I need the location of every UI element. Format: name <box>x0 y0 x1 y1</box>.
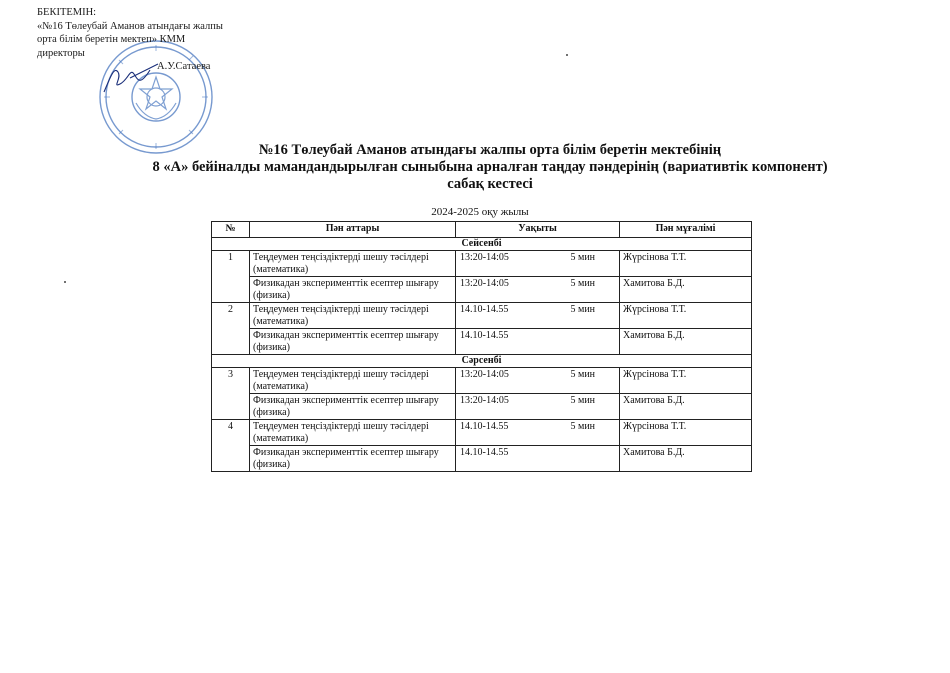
teacher-cell: Жүрсінова Т.Т. <box>620 303 752 329</box>
time-cell: 13:20-14:05 <box>456 394 567 420</box>
scan-speck <box>64 281 66 283</box>
duration-cell: 5 мин <box>567 277 620 303</box>
title-line-3: сабақ кестесі <box>447 176 533 192</box>
subject-cell: Физикадан эксперименттік есептер шығару (физика) <box>250 446 456 472</box>
duration-cell: 5 мин <box>567 420 620 446</box>
scan-speck <box>566 54 568 56</box>
day-row <box>212 238 752 251</box>
subject-cell: Теңдеумен теңсіздіктерді шешу тәсілдері (математика) <box>250 303 456 329</box>
director-name: А.У.Сатаева <box>157 61 211 72</box>
time-cell: 14.10-14.55 <box>456 329 567 355</box>
duration-cell: 5 мин <box>567 303 620 329</box>
time-cell: 13:20-14:05 <box>456 368 567 394</box>
table-row <box>212 277 752 303</box>
approval-heading: БЕКІТЕМІН: <box>37 7 97 18</box>
teacher-cell: Хамитова Б.Д. <box>620 446 752 472</box>
duration-cell: 5 мин <box>567 251 620 277</box>
lesson-number: 1 <box>212 251 250 303</box>
document-title <box>80 142 900 193</box>
time-cell: 14.10-14.55 <box>456 420 567 446</box>
academic-year: 2024-2025 оқу жылы <box>431 206 529 218</box>
table-row <box>212 251 752 277</box>
subject-cell: Физикадан эксперименттік есептер шығару (физика) <box>250 394 456 420</box>
time-cell: 14.10-14.55 <box>456 303 567 329</box>
lesson-number: 4 <box>212 420 250 472</box>
day-name: Сәрсенбі <box>212 355 752 368</box>
table-row <box>212 368 752 394</box>
lesson-number: 3 <box>212 368 250 420</box>
time-cell: 13:20-14:05 <box>456 251 567 277</box>
approval-school-line2: орта білім беретін мектеп» КММ <box>37 34 186 45</box>
approval-school-line1: «№16 Төлеубай Аманов атындағы жалпы <box>37 20 223 32</box>
subject-cell: Теңдеумен теңсіздіктерді шешу тәсілдері (математика) <box>250 251 456 277</box>
header-number: № <box>212 222 250 238</box>
teacher-cell: Хамитова Б.Д. <box>620 394 752 420</box>
approval-role: директоры <box>37 47 85 59</box>
header-time: Уақыты <box>456 222 620 238</box>
teacher-cell: Хамитова Б.Д. <box>620 277 752 303</box>
subject-cell: Теңдеумен теңсіздіктерді шешу тәсілдері (математика) <box>250 368 456 394</box>
title-line-2: 8 «А» бейіналды мамандандырылған сыныбына арналған таңдау пәндерінің (вариативтік компонент) <box>152 159 828 175</box>
table-header-row <box>212 222 752 238</box>
table-row <box>212 420 752 446</box>
table-row <box>212 394 752 420</box>
subject-cell: Теңдеумен теңсіздіктерді шешу тәсілдері (математика) <box>250 420 456 446</box>
teacher-cell: Хамитова Б.Д. <box>620 329 752 355</box>
header-teacher: Пән мұғалімі <box>620 222 752 238</box>
teacher-cell: Жүрсінова Т.Т. <box>620 368 752 394</box>
day-row <box>212 355 752 368</box>
lesson-number: 2 <box>212 303 250 355</box>
time-cell: 14.10-14.55 <box>456 446 567 472</box>
schedule-table <box>211 221 752 472</box>
table-row <box>212 446 752 472</box>
teacher-cell: Жүрсінова Т.Т. <box>620 420 752 446</box>
table-row <box>212 329 752 355</box>
title-line-1: №16 Төлеубай Аманов атындағы жалпы орта білім беретін мектебінің <box>258 142 722 158</box>
teacher-cell: Жүрсінова Т.Т. <box>620 251 752 277</box>
approval-block <box>37 6 223 72</box>
day-name: Сейсенбі <box>212 238 752 251</box>
duration-cell: 5 мин <box>567 368 620 394</box>
duration-cell: 5 мин <box>567 394 620 420</box>
duration-cell <box>567 446 620 472</box>
table-row <box>212 303 752 329</box>
subject-cell: Физикадан эксперименттік есептер шығару (физика) <box>250 277 456 303</box>
subject-cell: Физикадан эксперименттік есептер шығару (физика) <box>250 329 456 355</box>
duration-cell <box>567 329 620 355</box>
header-subject: Пән аттары <box>250 222 456 238</box>
director-signature <box>100 58 160 98</box>
time-cell: 13:20-14:05 <box>456 277 567 303</box>
